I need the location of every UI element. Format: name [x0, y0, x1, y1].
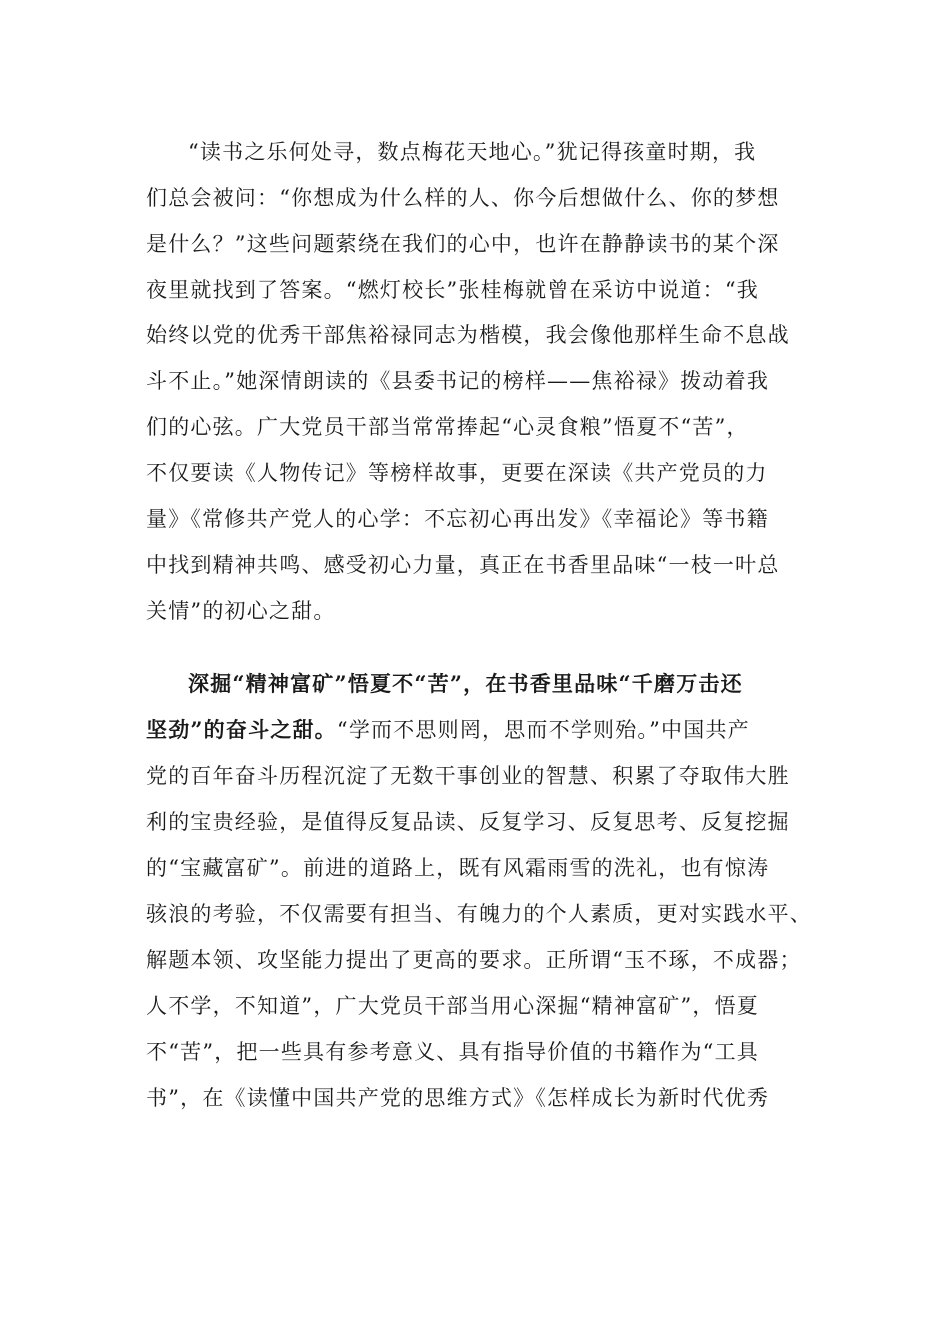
paragraph-1-line: 们的心弦。广大党员干部当常常捧起“心灵食粮”悟夏不“苦”，: [146, 415, 749, 439]
paragraph-1-line: 不仅要读《人物传记》等榜样故事，更要在深读《共产党员的力: [146, 461, 768, 485]
paragraph-1-line: 量》《常修共产党人的心学：不忘初心再出发》《幸福论》等书籍: [146, 507, 769, 531]
paragraph-2-line-rest: “学而不思则罔，思而不学则殆。”中国共产: [336, 718, 750, 742]
paragraph-2-line: 党的百年奋斗历程沉淀了无数干事创业的智慧、积累了夺取伟大胜: [146, 764, 790, 788]
paragraph-2-line: 解题本领、攻坚能力提出了更高的要求。正所谓“玉不琢，不成器；: [146, 948, 802, 972]
paragraph-2-line: 利的宝贵经验，是值得反复品读、反复学习、反复思考、反复挖掘: [146, 810, 790, 834]
paragraph-1-line: 们总会被问：“你想成为什么样的人、你今后想做什么、你的梦想: [146, 186, 780, 210]
paragraph-1-line: 始终以党的优秀干部焦裕禄同志为楷模，我会像他那样生命不息战: [146, 323, 790, 347]
paragraph-1-line: “读书之乐何处寻，数点梅花天地心。”犹记得孩童时期，我: [188, 140, 757, 164]
paragraph-1-line: 是什么？”这些问题萦绕在我们的心中，也许在静静读书的某个深: [146, 232, 780, 256]
paragraph-1-line: 关情”的初心之甜。: [146, 599, 336, 623]
paragraph-2-line: 骇浪的考验，不仅需要有担当、有魄力的个人素质，更对实践水平、: [146, 902, 812, 926]
paragraph-2-line: 的“宝藏富矿”。前进的道路上，既有风霜雨雪的洗礼，也有惊涛: [146, 856, 770, 880]
paragraph-2-heading-end: 坚劲”的奋斗之甜。: [146, 717, 337, 742]
paragraph-2-line: [146, 710, 806, 750]
paragraph-2-line: 人不学，不知道”，广大党员干部当用心深掘“精神富矿”，悟夏: [146, 994, 760, 1018]
paragraph-2-line: 书”，在《读懂中国共产党的思维方式》《怎样成长为新时代优秀: [146, 1086, 770, 1110]
paragraph-2-line: 不“苦”，把一些具有参考意义、具有指导价值的书籍作为“工具: [146, 1040, 760, 1064]
paragraph-1-line: 夜里就找到了答案。“燃灯校长”张桂梅就曾在采访中说道：“我: [146, 278, 760, 302]
paragraph-2-heading: 深掘“精神富矿”悟夏不“苦”，在书香里品味“千磨万击还: [188, 671, 743, 696]
paragraph-1-line: 斗不止。”她深情朗读的《县委书记的榜样——焦裕禄》拨动着我: [146, 369, 770, 393]
paragraph-1-line: 中找到精神共鸣、感受初心力量，真正在书香里品味“一枝一叶总: [146, 553, 780, 577]
